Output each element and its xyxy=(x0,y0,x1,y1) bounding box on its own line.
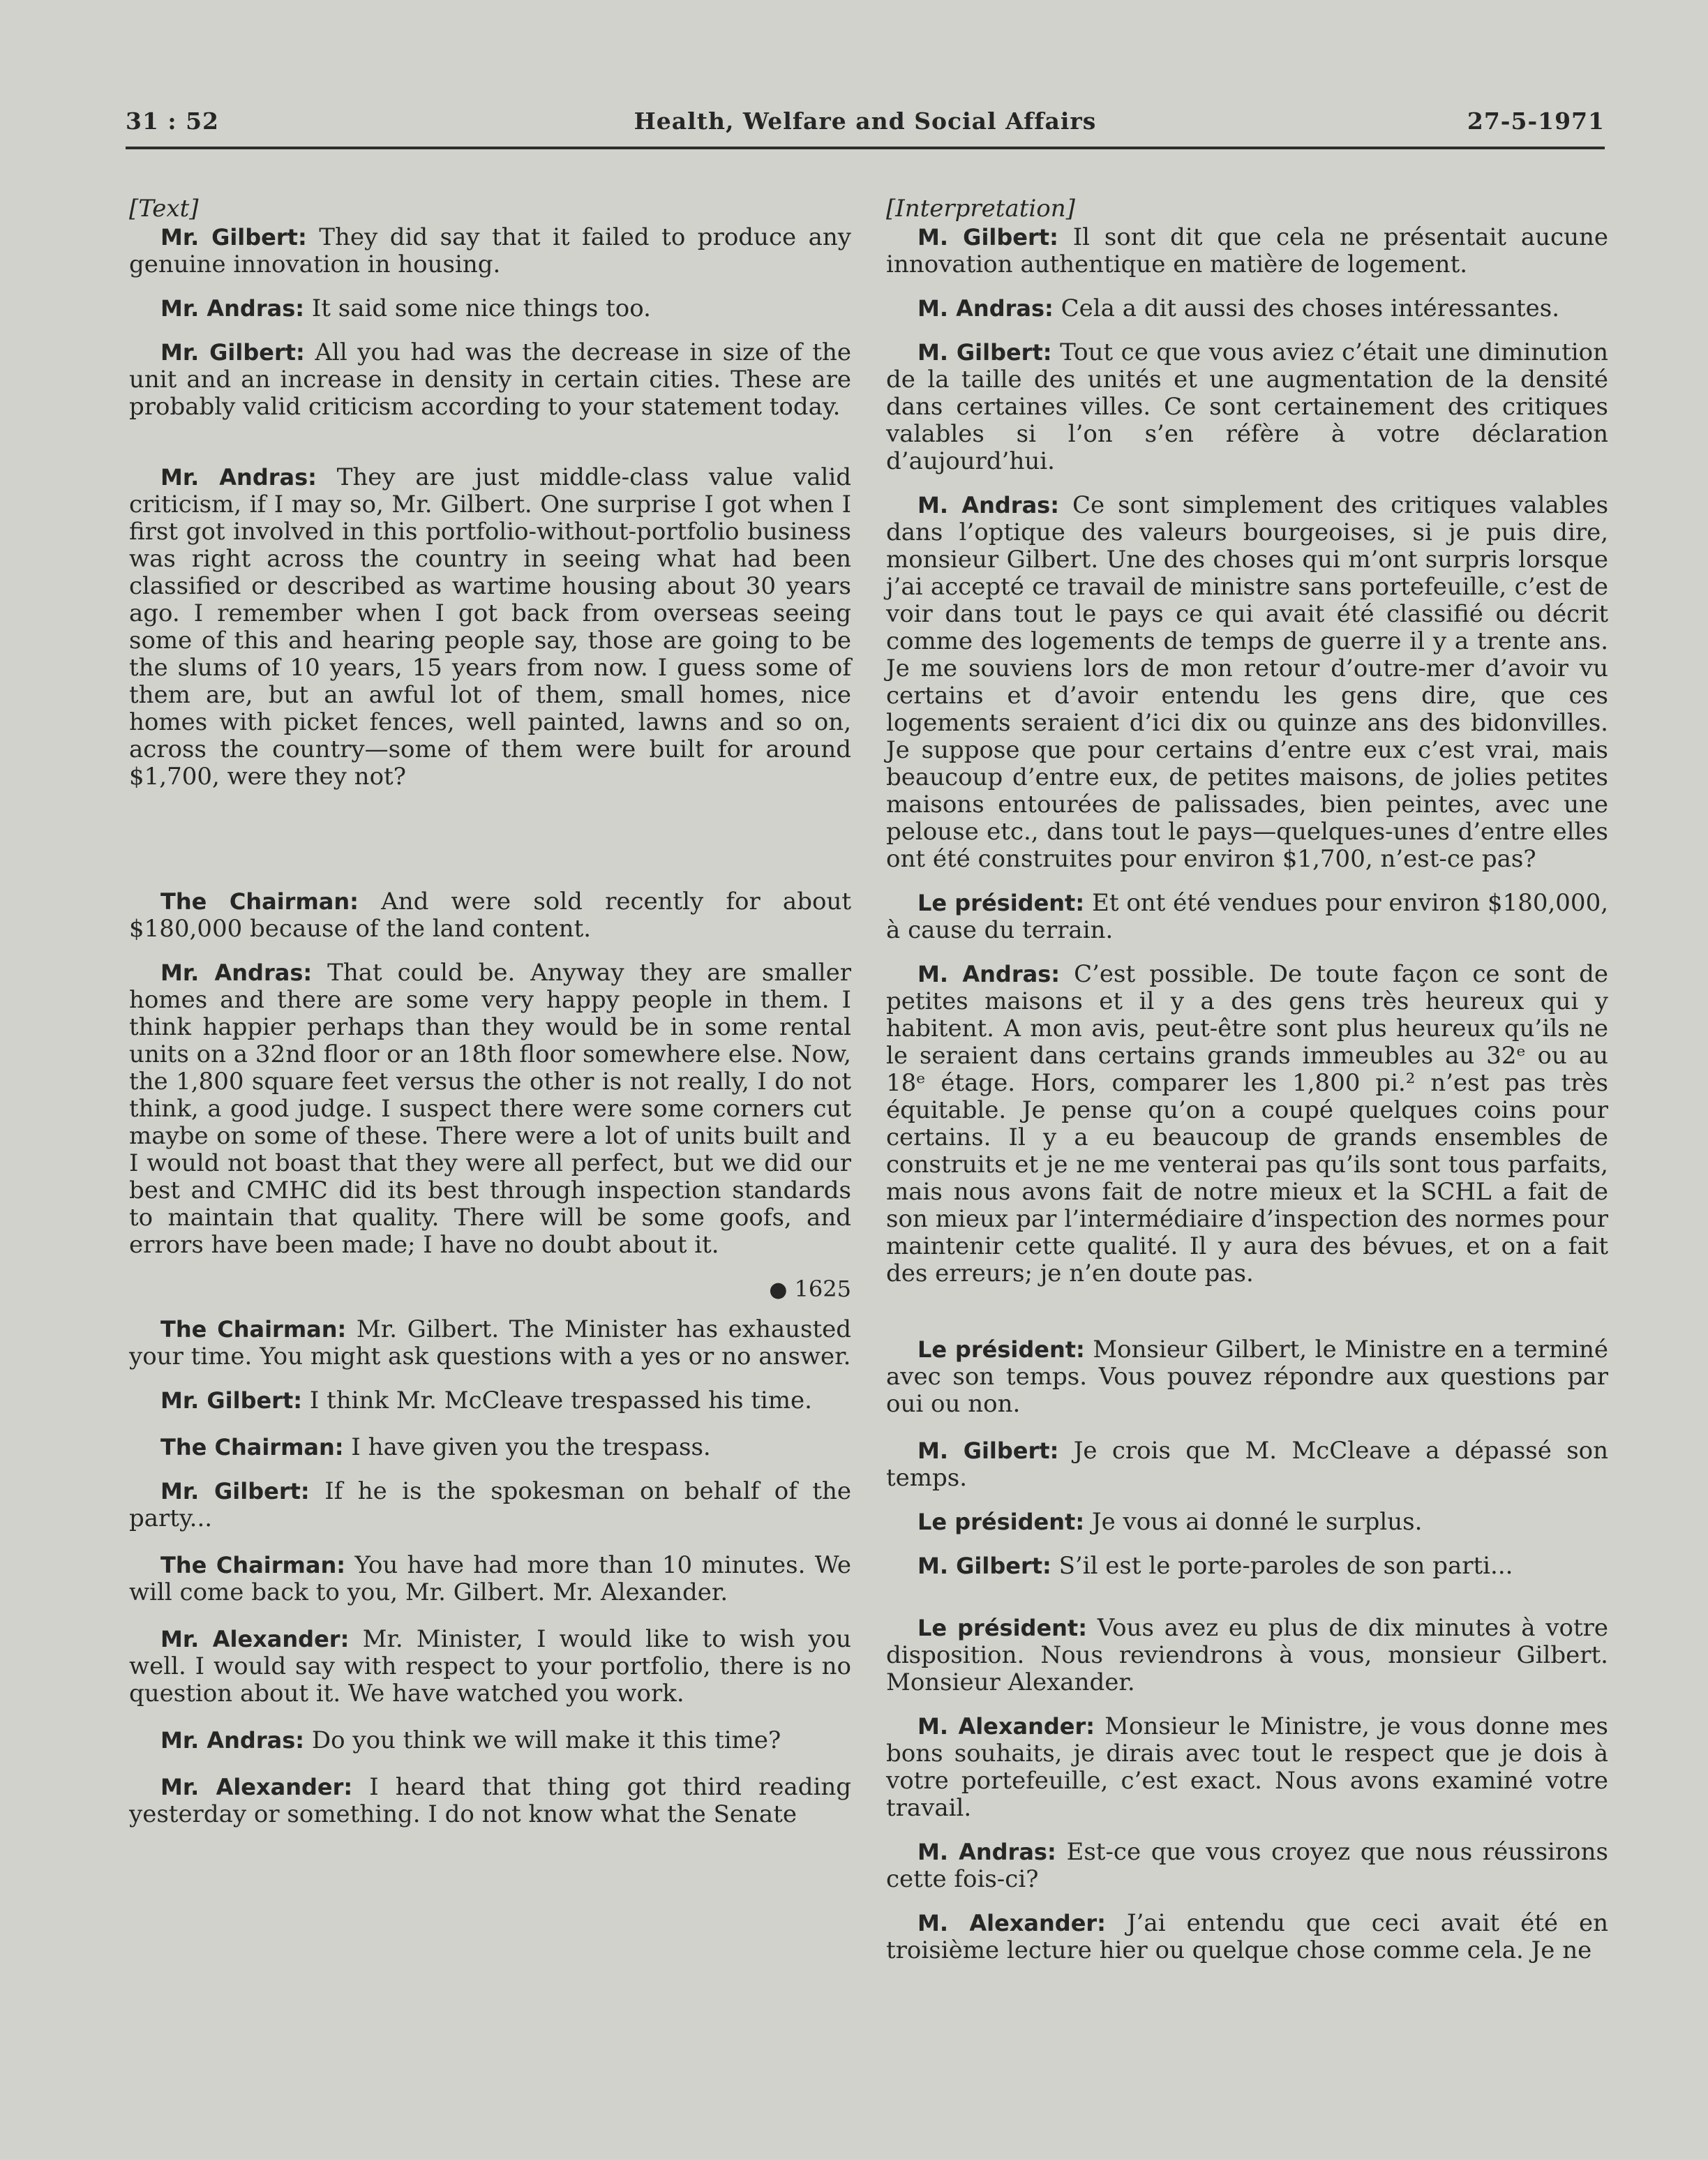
speech-text: C’est possible. De toute façon ce sont de petites maisons et il y a des gens très heureux qui y habitent. A mon avis, peut-être sont plus heureux qu’ils ne le seraient dans certains grands immeubles au 32ᵉ ou au 18ᵉ étage. Hors, comparer les 1,800 pi.² n’est pas très équitable. Je pense qu’on a coupé quelques coins pour certains. Il y a eu beaucoup de grands ensembles de construits et je ne me venterai pas qu’ils sont tous parfaits, mais nous avons fait de notre mieux et la SCHL a fait de son mieux par l’intermédiaire d’inspection des normes pour maintenir cette qualité. Il y aura des bévues, et on a fait des erreurs; je n’en doute pas. xyxy=(886,960,1608,1287)
speech-paragraph xyxy=(886,295,1608,322)
speaker-name: Mr. Andras: xyxy=(160,464,317,491)
speaker-name: Mr. Alexander: xyxy=(160,1774,353,1800)
speech-paragraph xyxy=(129,1387,851,1414)
speech-paragraph xyxy=(886,1839,1608,1893)
speech-paragraph xyxy=(886,1553,1608,1580)
speaker-name: Le président: xyxy=(917,1336,1085,1363)
speech-text: I think Mr. McCleave trespassed his time. xyxy=(309,1387,812,1414)
speech-text: They are just middle-class value valid criticism, if I may so, Mr. Gilbert. One surprise I got when I first got involved in this portfolio-without-portfolio business was right across the country in seeing what had been classified or described as wartime housing about 30 years ago. I remember when I got back from overseas seeing some of this and hearing people say, those are going to be the slums of 10 years, 15 years from now. I guess some of them are, but an awful lot of them, small homes, nice homes with picket fences, well painted, lawns and so on, across the country—some of them were built for around $1,700, were they not? xyxy=(129,463,851,791)
speech-paragraph xyxy=(129,888,851,943)
speech-text: Cela a dit aussi des choses intéressantes. xyxy=(1061,294,1560,322)
speech-paragraph xyxy=(886,961,1608,1287)
english-column xyxy=(129,195,851,1845)
speech-paragraph xyxy=(129,1774,851,1828)
speaker-name: Le président: xyxy=(917,1509,1085,1535)
speaker-name: Le président: xyxy=(917,890,1085,916)
speaker-name: The Chairman: xyxy=(160,888,359,915)
bullet-dot-icon: ● xyxy=(769,1278,788,1302)
speech-text: Do you think we will make it this time? xyxy=(311,1726,781,1754)
speaker-name: M. Gilbert: xyxy=(917,1437,1059,1464)
speech-paragraph xyxy=(886,1336,1608,1418)
speech-text: S’il est le porte-paroles de son parti... xyxy=(1058,1552,1513,1580)
speech-paragraph xyxy=(886,1509,1608,1536)
speech-text: Mr. Gilbert. The Minister has exhausted your time. You might ask questions with a yes or no answer. xyxy=(129,1315,852,1370)
page-header xyxy=(126,105,1605,149)
speech-paragraph xyxy=(886,339,1608,475)
speech-text: Et ont été vendues pour environ $180,000, à cause du terrain. xyxy=(886,889,1609,944)
speech-paragraph xyxy=(886,1615,1608,1696)
speaker-name: Mr. Gilbert: xyxy=(160,224,307,251)
speech-paragraph xyxy=(886,492,1608,873)
speech-text: Ce sont simplement des critiques valables dans l’optique des valeurs bourgeoises, si je puis dire, monsieur Gilbert. Une des choses qui m’ont surpris lorsque j’ai accepté ce travail de ministre sans portefeuille, c’est de voir dans tout le pays ce qui avait été classifié ou décrit comme des logements de temps de guerre il y a trente ans. Je me souviens lors de mon retour d’outre-mer d’avoir vu certains et d’avoir entendu les gens dire, que ces logements seraient d’ici dix ou quinze ans des bidonvilles. Je suppose que pour certains d’entre eux c’est vrai, mais beaucoup d’entre eux, de petites maisons, de jolies petites maisons entourées de palissades, bien peintes, avec une pelouse etc., dans tout le pays—quelques-unes d’entre elles ont été construites pour environ $1,700, n’est-ce pas? xyxy=(886,491,1609,873)
time-marker-value: 1625 xyxy=(794,1276,851,1302)
speaker-name: M. Andras: xyxy=(917,295,1054,322)
speech-paragraph xyxy=(129,1434,851,1461)
speech-paragraph xyxy=(129,959,851,1259)
speaker-name: M. Alexander: xyxy=(917,1713,1095,1740)
speaker-name: M. Gilbert: xyxy=(917,339,1052,366)
speech-paragraph xyxy=(129,224,851,278)
speaker-name: Mr. Alexander: xyxy=(160,1626,350,1652)
speech-text: It said some nice things too. xyxy=(311,294,651,322)
speech-paragraph xyxy=(886,224,1608,278)
speaker-name: Mr. Andras: xyxy=(160,959,313,986)
speaker-name: M. Gilbert: xyxy=(917,224,1058,251)
speaker-name: The Chairman: xyxy=(160,1434,344,1460)
speaker-name: Mr. Andras: xyxy=(160,1727,305,1754)
speech-text: Monsieur Gilbert, le Ministre en a terminé avec son temps. Vous pouvez répondre aux questions par oui ou non. xyxy=(886,1336,1609,1418)
page-number: 31 : 52 xyxy=(126,107,220,135)
speech-text: All you had was the decrease in size of the unit and an increase in density in certain cities. These are probably valid criticism according to your statement today. xyxy=(129,338,852,421)
speech-paragraph xyxy=(886,1713,1608,1822)
speaker-name: M. Andras: xyxy=(917,961,1061,987)
speech-text: Monsieur le Ministre, je vous donne mes bons souhaits, je dirais avec tout le respect que je dois à votre portefeuille, c’est exact. Nous avons examiné votre travail. xyxy=(886,1712,1609,1822)
section-label-text: [Text] xyxy=(129,195,199,223)
section-label-interpretation: [Interpretation] xyxy=(886,195,1075,223)
speech-paragraph xyxy=(129,1727,851,1754)
speech-paragraph xyxy=(129,1316,851,1370)
speech-text: Je vous ai donné le surplus. xyxy=(1091,1508,1423,1536)
speech-paragraph xyxy=(886,890,1608,944)
speech-paragraph xyxy=(129,339,851,421)
speaker-name: The Chairman: xyxy=(160,1552,346,1578)
speech-text: You have had more than 10 minutes. We will come back to you, Mr. Gilbert. Mr. Alexander. xyxy=(129,1551,851,1606)
speaker-name: M. Andras: xyxy=(917,492,1060,518)
speech-paragraph xyxy=(886,1437,1608,1492)
speaker-name: Mr. Gilbert: xyxy=(160,1478,310,1504)
speech-text: They did say that it failed to produce any genuine innovation in housing. xyxy=(129,223,852,278)
speech-paragraph xyxy=(129,295,851,322)
time-marker xyxy=(129,1276,851,1303)
speech-text: And were sold recently for about $180,000 because of the land content. xyxy=(129,888,852,943)
speech-text: Je crois que M. McCleave a dépassé son temps. xyxy=(886,1437,1609,1492)
speaker-name: Mr. Gilbert: xyxy=(160,1387,303,1414)
speech-paragraph xyxy=(129,1478,851,1532)
speaker-name: M. Alexander: xyxy=(917,1910,1106,1936)
speaker-name: Mr. Gilbert: xyxy=(160,339,305,366)
speaker-name: Mr. Andras: xyxy=(160,295,305,322)
speech-text: Tout ce que vous aviez c’était une diminution de la taille des unités et une augmentation de la densité dans certaines villes. Ce sont certainement des critiques valables si l’on s’en réfère à votre déclaration d’aujourd’hui. xyxy=(886,338,1608,475)
speech-text: I heard that thing got third reading yesterday or something. I do not know what the Senate xyxy=(129,1773,852,1828)
speaker-name: Le président: xyxy=(917,1615,1088,1641)
speech-text: Vous avez eu plus de dix minutes à votre disposition. Nous reviendrons à vous, monsieur Gilbert. Monsieur Alexander. xyxy=(886,1614,1609,1696)
speech-paragraph xyxy=(129,464,851,791)
speaker-name: M. Gilbert: xyxy=(917,1553,1051,1579)
french-column xyxy=(886,195,1608,1981)
speech-text: If he is the spokesman on behalf of the party... xyxy=(129,1477,852,1532)
speech-text: I have given you the trespass. xyxy=(351,1433,711,1461)
speech-paragraph xyxy=(886,1910,1608,1964)
speech-text: Est-ce que vous croyez que nous réussirons cette fois-ci? xyxy=(886,1838,1608,1893)
speaker-name: The Chairman: xyxy=(160,1316,347,1343)
publication-title: Health, Welfare and Social Affairs xyxy=(634,107,1097,135)
page-date: 27-5-1971 xyxy=(1467,107,1605,135)
speech-text: Mr. Minister, I would like to wish you well. I would say with respect to your portfolio, there is no question about it. We have watched you work. xyxy=(129,1625,852,1708)
speech-text: J’ai entendu que ceci avait été en troisième lecture hier ou quelque chose comme cela. Je ne xyxy=(886,1909,1608,1964)
speech-text: That could be. Anyway they are smaller homes and there are some very happy people in them. I think happier perhaps than they would be in some rental units on a 32nd floor or an 18th floor somewhere else. Now, the 1,800 square feet versus the other is not really, I do not think, a good judge. I suspect there were some corners cut maybe on some of these. There were a lot of units built and I would not boast that they were all perfect, but we did our best and CMHC did its best through inspection standards to maintain that quality. There will be some goofs, and errors have been made; I have no doubt about it. xyxy=(129,959,852,1259)
speaker-name: M. Andras: xyxy=(917,1839,1056,1865)
speech-paragraph xyxy=(129,1626,851,1708)
speech-paragraph xyxy=(129,1552,851,1606)
speech-text: Il sont dit que cela ne présentait aucune innovation authentique en matière de logement. xyxy=(886,223,1608,278)
